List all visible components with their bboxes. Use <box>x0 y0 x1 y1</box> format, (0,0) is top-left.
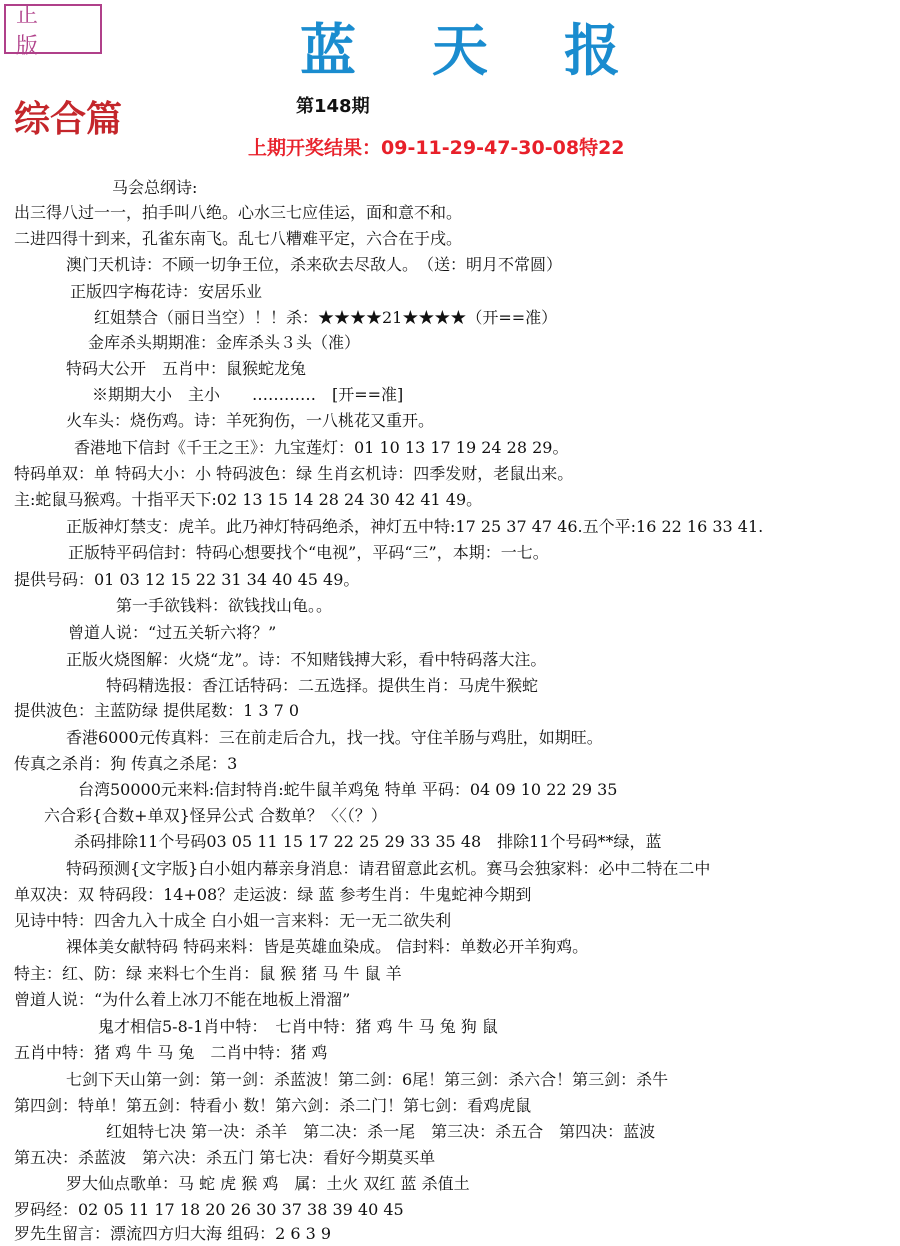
text-line: 特码精选报：香江话特码：二五选择。提供生肖：马虎牛猴蛇 <box>106 676 539 695</box>
text-line: 五肖中特：猪 鸡 牛 马 兔 二肖中特：猪 鸡 <box>14 1043 328 1062</box>
text-line: 曾道人说：“过五关斩六将？” <box>68 623 277 642</box>
text-line: 正版火烧图解：火烧“龙”。诗：不知赌钱搏大彩，看中特码落大注。 <box>66 650 547 669</box>
masthead-title <box>300 14 620 88</box>
text-line: 裸体美女献特码 特码来料：皆是英雄血染成。 信封料：单数必开羊狗鸡。 <box>66 937 589 956</box>
text-line: 单双决：双 特码段：14+08？走运波：绿 蓝 参考生肖：牛鬼蛇神今期到 <box>14 885 532 904</box>
text-line: 曾道人说：“为什么着上冰刀不能在地板上滑溜” <box>14 990 351 1009</box>
masthead-char: 蓝 <box>300 18 356 84</box>
text-line: 香港6000元传真料：三在前走后合九，找一找。守住羊肠与鸡肚，如期旺。 <box>66 728 603 747</box>
text-line: 特码单双：单 特码大小：小 特码波色：绿 生肖玄机诗：四季发财，老鼠出来。 <box>14 464 574 483</box>
issue-number: 第148期 <box>296 96 370 117</box>
text-line: 正版四字梅花诗：安居乐业 <box>70 282 263 301</box>
edition-stamp: 正 版 <box>4 4 102 54</box>
text-line: 主:蛇鼠马猴鸡。十指平天下:02 13 15 14 28 24 30 42 41 49。 <box>14 490 483 509</box>
text-line: 特码预测{文字版}白小姐内幕亲身消息：请君留意此玄机。赛马会独家料：必中二特在二中 <box>66 859 711 878</box>
text-line: 正版神灯禁支：虎羊。此乃神灯特码绝杀，神灯五中特:17 25 37 47 46.五个平:16 22 16 33 41. <box>66 517 764 536</box>
text-line: 传真之杀肖：狗 传真之杀尾：3 <box>14 754 238 773</box>
text-line: 罗大仙点歌单：马 蛇 虎 猴 鸡 属：土火 双红 蓝 杀值土 <box>66 1174 470 1193</box>
text-line: 特码大公开 五肖中：鼠猴蛇龙兔 <box>66 359 307 378</box>
text-line: 红姐特七决 第一决：杀羊 第二决：杀一尾 第三决：杀五合 第四决：蓝波 <box>106 1122 656 1141</box>
text-line: 出三得八过一一，拍手叫八绝。心水三七应佳运，面和意不和。 <box>14 203 463 222</box>
text-line: 马会总纲诗: <box>112 178 198 197</box>
section-title: 综合篇 <box>14 98 123 140</box>
text-line: ※期期大小 主小 ………… [开==准] <box>92 385 404 404</box>
masthead-char: 天 <box>432 18 488 84</box>
text-line: 澳门天机诗：不顾一切争王位，杀来砍去尽敌人。 （送：明月不常圆） <box>66 255 563 274</box>
text-line: 提供号码：01 03 12 15 22 31 34 40 45 49。 <box>14 570 360 589</box>
text-line: 火车头：烧伤鸡。诗：羊死狗伤，一八桃花又重开。 <box>66 411 435 430</box>
text-line: 罗先生留言：漂流四方归大海 组码：2 6 3 9 <box>14 1224 332 1243</box>
text-line: 第四剑：特单！第五剑：特看小 数！第六剑：杀二门！第七剑：看鸡虎鼠 <box>14 1096 532 1115</box>
text-line: 第五决：杀蓝波 第六决：杀五门 第七决：看好今期莫买单 <box>14 1148 436 1167</box>
text-line: 香港地下信封《千王之王》：九宝莲灯：01 10 13 17 19 24 28 29。 <box>74 438 569 457</box>
text-line: 二进四得十到来，孔雀东南飞。乱七八糟难平定，六合在于戌。 <box>14 229 463 248</box>
text-line: 台湾50000元来料:信封特肖:蛇牛鼠羊鸡兔 特单 平码：04 09 10 22 29 35 <box>78 780 618 799</box>
text-line: 第一手欲钱料：欲钱找山龟。。 <box>116 596 333 615</box>
text-line: 特主：红、防：绿 来料七个生肖：鼠 猴 猪 马 牛 鼠 羊 <box>14 964 402 983</box>
text-line: 七剑下天山第一剑：第一剑：杀蓝波！第二剑：6尾！第三剑：杀六合！第三剑：杀牛 <box>66 1070 669 1089</box>
text-line: 正版特平码信封：特码心想要找个“电视”，平码“三”，本期：一七。 <box>68 543 549 562</box>
text-line: 红姐禁合（丽日当空）！！杀：★★★★21★★★★（开==准） <box>94 308 558 327</box>
text-line: 金库杀头期期准：金库杀头３头（准） <box>88 333 361 352</box>
masthead-char: 报 <box>564 18 620 84</box>
last-draw-result: 上期开奖结果：09-11-29-47-30-08特22 <box>248 137 625 159</box>
text-line: 鬼才相信5-8-1肖中特： 七肖中特：猪 鸡 牛 马 兔 狗 鼠 <box>98 1017 498 1036</box>
text-line: 提供波色：主蓝防绿 提供尾数：1 3 7 0 <box>14 701 300 720</box>
text-line: 罗码经：02 05 11 17 18 20 26 30 37 38 39 40 45 <box>14 1200 404 1219</box>
text-line: 杀码排除11个号码03 05 11 15 17 22 25 29 33 35 48 排除11个号码**绿，蓝 <box>74 832 662 851</box>
text-line: 六合彩{合数+单双}怪异公式 合数单？〈〈（？） <box>44 806 387 825</box>
text-line: 见诗中特：四舍九入十成全 白小姐一言来料：无一无二欲失利 <box>14 911 452 930</box>
